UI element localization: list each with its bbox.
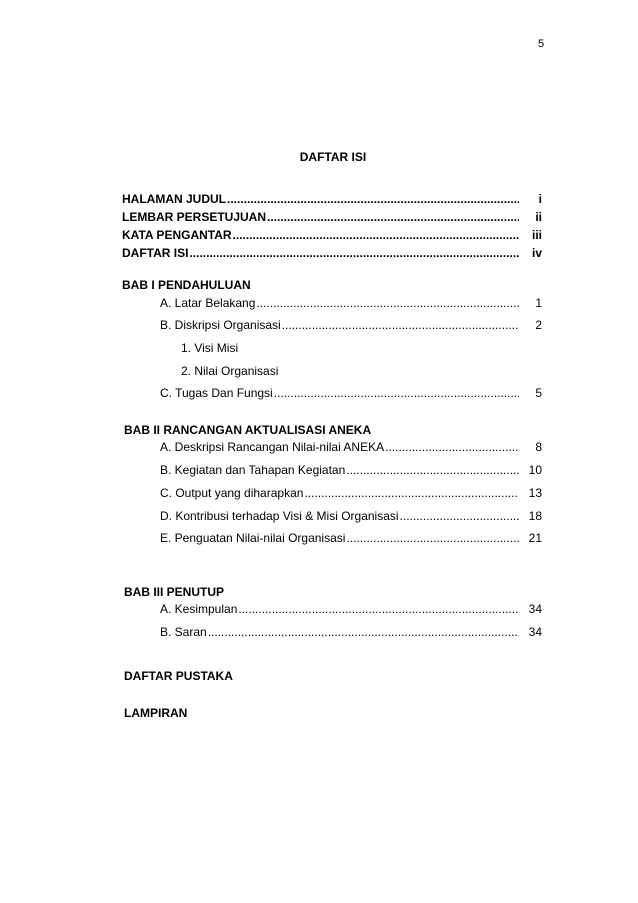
toc-daftar-pustaka: DAFTAR PUSTAKA <box>124 669 233 683</box>
toc-entry-halaman-judul <box>122 192 542 206</box>
toc-entry-latar-belakang <box>160 296 542 310</box>
leader-dots <box>274 386 519 400</box>
page-number: 5 <box>538 38 545 50</box>
toc-entry-label: C. Tugas Dan Fungsi <box>160 386 273 400</box>
toc-entry-page: 18 <box>528 509 542 523</box>
toc-entry-page: 34 <box>528 625 542 639</box>
leader-dots <box>346 463 519 477</box>
toc-entry-label: LEMBAR PERSETUJUAN <box>122 210 267 224</box>
toc-entry-label: E. Penguatan Nilai-nilai Organisasi <box>160 531 346 545</box>
toc-entry-page: ii <box>535 210 542 224</box>
toc-entry-saran <box>160 625 542 639</box>
leader-dots <box>227 192 519 206</box>
toc-entry-kesimpulan <box>160 602 542 616</box>
toc-entry-label: KATA PENGANTAR <box>122 228 232 242</box>
leader-dots <box>400 509 519 523</box>
toc-title: DAFTAR ISI <box>299 150 367 164</box>
leader-dots <box>282 318 519 332</box>
leader-dots <box>238 602 519 616</box>
toc-entry-label: A. Kesimpulan <box>160 602 238 616</box>
toc-entry-label: B. Diskripsi Organisasi <box>160 318 281 332</box>
chapter-heading-bab-3: BAB III PENUTUP <box>124 585 225 599</box>
toc-entry-page: 5 <box>535 386 542 400</box>
toc-entry-label: B. Saran <box>160 625 207 639</box>
chapter-heading-bab-2: BAB II RANCANGAN AKTUALISASI ANEKA <box>124 423 372 437</box>
toc-entry-page: iv <box>531 246 542 260</box>
toc-subentry-visi-misi: 1. Visi Misi <box>181 341 239 355</box>
toc-entry-kata-pengantar <box>122 228 542 242</box>
toc-entry-tugas-dan-fungsi <box>160 386 542 400</box>
leader-dots <box>385 440 519 454</box>
leader-dots <box>189 246 519 260</box>
leader-dots <box>304 486 519 500</box>
toc-entry-label: HALAMAN JUDUL <box>122 192 226 206</box>
leader-dots <box>267 210 519 224</box>
toc-entry-label: D. Kontribusi terhadap Visi & Misi Organisasi <box>160 509 399 523</box>
toc-entry-page: 13 <box>528 486 542 500</box>
toc-entry-output <box>160 486 542 500</box>
toc-entry-page: 10 <box>528 463 542 477</box>
toc-entry-kontribusi <box>160 509 542 523</box>
toc-entry-page: 8 <box>535 440 542 454</box>
toc-lampiran: LAMPIRAN <box>124 706 188 720</box>
toc-entry-label: A. Deskripsi Rancangan Nilai-nilai ANEKA <box>160 440 385 454</box>
toc-entry-deskripsi-rancangan <box>160 440 542 454</box>
toc-entry-diskripsi-organisasi <box>160 318 542 332</box>
toc-entry-page: 1 <box>535 296 542 310</box>
toc-entry-page: iii <box>531 228 542 242</box>
toc-entry-lembar-persetujuan <box>122 210 542 224</box>
toc-entry-label: B. Kegiatan dan Tahapan Kegiatan <box>160 463 346 477</box>
toc-entry-label: DAFTAR ISI <box>122 246 189 260</box>
leader-dots <box>346 531 519 545</box>
toc-entry-kegiatan-dan-tahapan <box>160 463 542 477</box>
leader-dots <box>208 625 519 639</box>
toc-entry-page: i <box>538 192 542 206</box>
toc-entry-page: 34 <box>528 602 542 616</box>
leader-dots <box>233 228 519 242</box>
toc-entry-page: 2 <box>535 318 542 332</box>
chapter-heading-bab-1: BAB I PENDAHULUAN <box>122 278 251 292</box>
toc-entry-penguatan-nilai <box>160 531 542 545</box>
toc-entry-label: A. Latar Belakang <box>160 296 256 310</box>
toc-subentry-nilai-organisasi: 2. Nilai Organisasi <box>181 364 279 378</box>
leader-dots <box>256 296 519 310</box>
toc-entry-page: 21 <box>528 531 542 545</box>
toc-entry-label: C. Output yang diharapkan <box>160 486 304 500</box>
toc-entry-daftar-isi <box>122 246 542 260</box>
